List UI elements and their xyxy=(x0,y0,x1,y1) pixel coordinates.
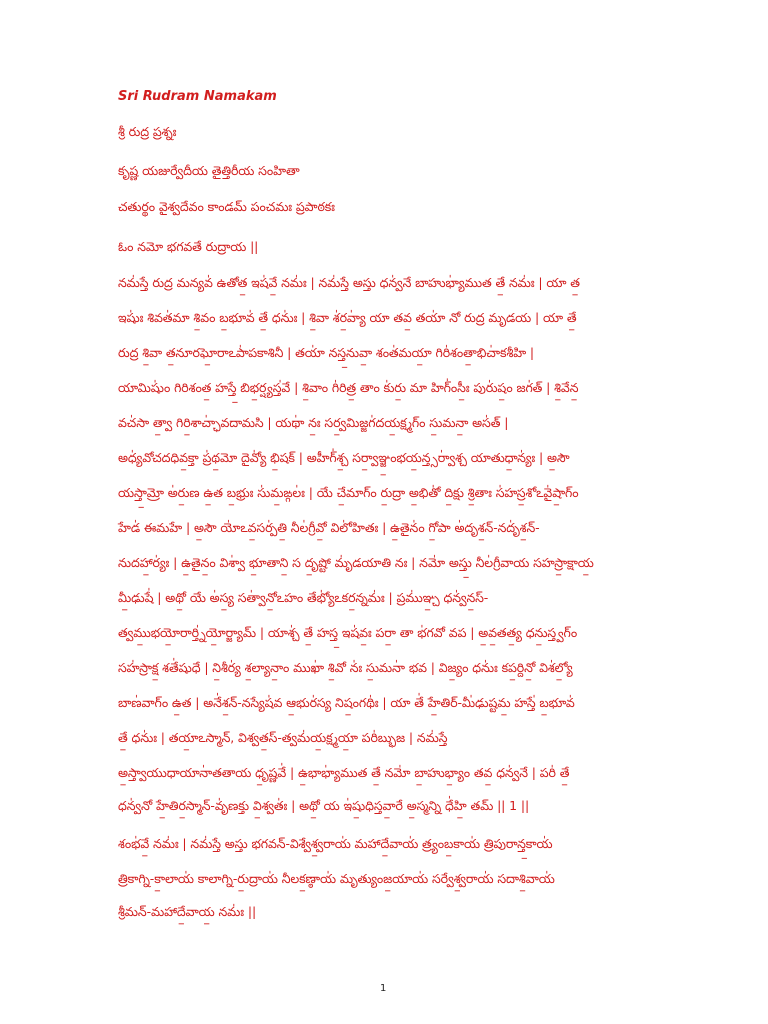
text-line-subheading: చతుర్థం వైశ్వదేవం కాండమ్ పంచమః ప్రపాఠకః xyxy=(118,199,335,214)
text-line: తే॒ ధనుః॑ | తయా॒ఽస్మాన్, విశ్వత॒స్-త్వమ॑య॒క్ష్మయా॒ పరి॑బ్భుజ | నమ॑స్తే xyxy=(118,730,448,745)
text-line: నమ॑స్తే రుద్ర మన్యవ॑ ఉతోత॒ ఇష॑వే॒ నమః॑ | నమ॑స్తే అస్తు ధన్వ॑నే బాహుభ్యా॑ముత తే॒ నమః॑ | యా త॒ xyxy=(118,275,580,290)
page-number: 1 xyxy=(380,983,387,994)
text-line-subheading: కృష్ణ యజుర్వేదీయ తైత్తిరీయ సంహితా xyxy=(118,163,300,178)
text-line: అధ్య॑వోచదధివ॒క్తా ప్ర॑థ॒మో దైవ్యో॑ భి॒షక్ | అహీగ్॑శ్చ॒ సర్వా॒ఞ్జం॒భయ॒న్త్సర్వా॑శ్చ యాతుధా॒న్యః॑ | అ॒సౌ xyxy=(118,450,570,465)
text-line: నుదహా॒ర్యః॑ | ఉ॒తైనం॒ విశ్వా॑ భూ॒తాని॒ స దృ॒ష్టో మృ॑డయాతి నః | నమో॑ అస్తు॒ నీల॑గ్రీవాయ సహస్రా॒క్షాయ॒ xyxy=(118,555,594,570)
text-line-invocation: ఓం నమో భగవతే రుద్రాయ || xyxy=(118,239,259,254)
text-line: శంభ॑వే॒ నమః॑ | నమ॑స్తే అస్తు భగవన్-విశ్వేశ్వ॒రాయ॑ మహాదే॒వాయ॑ త్ర్యంబ॒కాయ॑ త్రిపురాన్త॒కాయ॑ xyxy=(118,836,553,851)
text-line: త్రికాగ్ని-కా॒లాయ॑ కాలాగ్ని-రు॒ద్రాయ॑ నీలక॒ణ్ఠాయ॑ మృత్యుంజ॒యాయ॑ సర్వేశ్వ॒రాయ॑ సదాశి॒వాయ॑ xyxy=(118,871,555,886)
text-line: హేడ॑ ఈమహే | అ॒సౌ యో॑ఽవ॒సర్ప॑తి॒ నీల॑గ్రీవో॒ విలో॑హితః | ఉ॒తైనం॑ గో॒పా అ॑దృశ॒న్-నదృ॑శ॒న్- xyxy=(118,520,540,535)
document-title: Sri Rudram Namakam xyxy=(118,89,277,104)
text-line-heading: శ్రీ రుద్ర ప్రశ్నః xyxy=(118,124,177,139)
text-line: బాణ॑వాగ్ం ఉ॒త | అనే॑శ॒న్-నస్యేష॑వ ఆ॒భుర॑స్య నిషం॒గథిః॑ | యా తే॑ హే॒తిర్-మీ॑ఢుష్టమ॒ హస్తే॑ బ॒భూవ॑ xyxy=(118,695,575,710)
text-line: ఇషుః॑ శివత॑మా శి॒వం బ॒భూవ॑ తే॒ ధనుః॑ | శి॒వా శ॑ర॒వ్యా॑ యా తవ॒ తయా॑ నో రుద్ర మృడయ | యా తే॒ xyxy=(118,310,577,325)
text-line: త్వము॒భయో॒రార్త్ని॑యో॒ర్జ్యామ్ | యాశ్చ॑ తే॒ హస్త॒ ఇష॑వః॒ పరా॒ తా భ॑గవో వప | అ॒వ॒తత్య॒ ధను॒స్త్వగ్ం xyxy=(118,625,578,640)
text-line: మీ॒ఢుషే॑ | అథో॒ యే అ॑స్య॒ సత్వా॑నో॒ఽహం తేభ్యో॑ఽకర॒న్నమః॑ | ప్రము॑ఞ్చ॒ ధన్వ॑న॒స్- xyxy=(118,590,489,605)
text-line: శ్రీమన్-మహాదే॒వాయ॒ నమః॑ || xyxy=(118,904,257,919)
text-line: ధన్వ॑నో హే॒తిర॒స్మాన్-వృ॑ణక్తు వి॒శ్వతః॑ | అథో॒ య ఇ॑షు॒ధిస్తవా॒రే అ॒స్మన్ని ధే॑హి॒ తమ్ || 1 || xyxy=(118,798,530,813)
text-line: రుద్ర శి॒వా త॒నూరఘో॒రాఽపా॑పకాశినీ | తయా॑ నస్త॒నువా॒ శంత॑మయా॒ గిరి॑శంతా॒భిచా॑కశీహి | xyxy=(118,345,535,360)
text-line: అ॒స్త్వాయుధాయానా॑తతాయ ధృ॒ష్ణవే॑ | ఉ॒భాభ్యా॑ముత తే॒ నమో॑ బా॒హుభ్యాం॒ తవ॒ ధన్వ॑నే | పరి॑ తే॒ xyxy=(118,765,570,780)
text-line: యస్తా॒మ్రో అ॑రు॒ణ ఉ॒త బ॒భ్రుః సు॑మ॒ఙ్గలః॑ | యే చే॒మాగ్ం రు॒ద్రా అ॒భితో॑ ది॒క్షు శ్రి॒తాః స॑హస్ర॒శోఽవై॑షా॒గ్ం xyxy=(118,485,579,500)
text-line: యామిషుం॑ గిరిశంత॒ హస్తే॒ బిభ॒ర్ష్యస్త॑వే | శి॒వాం గి॑రిత్ర॒ తాం కు॑రు॒ మా హిగ్ం॑సీః॒ పురు॑షం॒ జగ॑త్ | శి॒వేన॒ xyxy=(118,380,579,395)
text-line: సహ॑స్రాక్ష॒ శతే॑షుధే | ని॒శీర్య॑ శ॒ల్యానాం॒ ముఖా॑ శి॒వో నః॑ సు॒మనా॑ భవ | విజ్యం॒ ధనుః॑ కప॒ర్దినో॒ విశ॑ల్యో॒ xyxy=(118,660,573,675)
text-line: వచ॑సా త్వా॒ గిరి॒శాచ్ఛా॑వదామసి | యథా॑ నః॒ సర్వ॒మిజ్జగ॑దయ॒క్ష్మగ్ం సు॒మనా॒ అస॑త్ | xyxy=(118,415,509,430)
